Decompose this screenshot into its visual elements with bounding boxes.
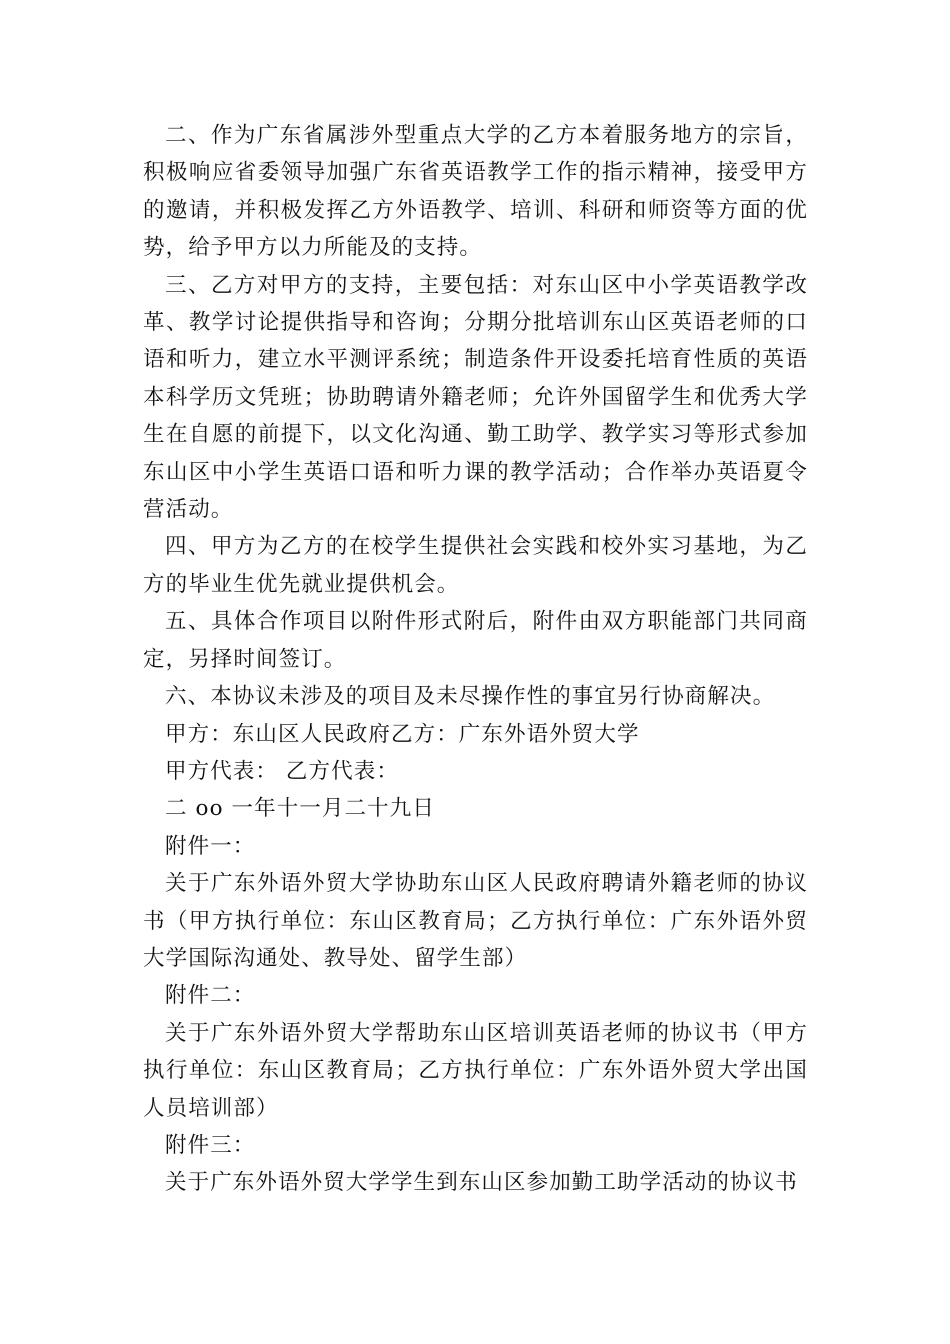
signature-representatives: 甲方代表： 乙方代表：: [165, 758, 399, 784]
paragraph-clause-five: 五、具体合作项目以附件形式附后，附件由双方职能部门共同商定，另择时间签订。: [143, 609, 808, 672]
attachment-one-label: 附件一：: [165, 833, 256, 859]
signing-date: 二 oo 一年十一月二十九日: [165, 796, 435, 822]
signature-parties: 甲方：东山区人民政府乙方：广东外语外贸大学: [165, 721, 640, 747]
paragraph-clause-four: 四、甲方为乙方的在校学生提供社会实践和校外实习基地，为乙方的毕业生优先就业提供机会。: [143, 534, 808, 597]
attachment-three-label: 附件三：: [165, 1132, 256, 1158]
attachment-one-text: 关于广东外语外贸大学协助东山区人民政府聘请外籍老师的协议书（甲方执行单位：东山区教育局；乙方执行单位：广东外语外贸大学国际沟通处、教导处、留学生部）: [143, 871, 808, 971]
paragraph-clause-six: 六、本协议未涉及的项目及未尽操作性的事宜另行协商解决。: [165, 684, 776, 710]
attachment-three-text: 关于广东外语外贸大学学生到东山区参加勤工助学活动的协议书: [165, 1170, 798, 1196]
document-body: [143, 117, 808, 1202]
attachment-two-text: 关于广东外语外贸大学帮助东山区培训英语老师的协议书（甲方执行单位：东山区教育局；乙方执行单位：广东外语外贸大学出国人员培训部）: [143, 1020, 808, 1121]
attachment-two-label: 附件二：: [165, 983, 256, 1009]
paragraph-clause-three: 三、乙方对甲方的支持，主要包括：对东山区中小学英语教学改革、教学讨论提供指导和咨询；分期分批培训东山区英语老师的口语和听力，建立水平测评系统；制造条件开设委托培育性质的英语本科学历文凭班；协助聘请外籍老师；允许外国留学生和优秀大学生在自愿的前提下，以文化沟通、勤工助学、教学实习等形式参加东山区中小学生英语口语和听力课的教学活动；合作举办英语夏令营活动。: [143, 272, 808, 523]
paragraph-clause-two: 二、作为广东省属涉外型重点大学的乙方本着服务地方的宗旨，积极响应省委领导加强广东省英语教学工作的指示精神，接受甲方的邀请，并积极发挥乙方外语教学、培训、科研和师资等方面的优势，给予甲方以力所能及的支持。: [143, 123, 808, 261]
